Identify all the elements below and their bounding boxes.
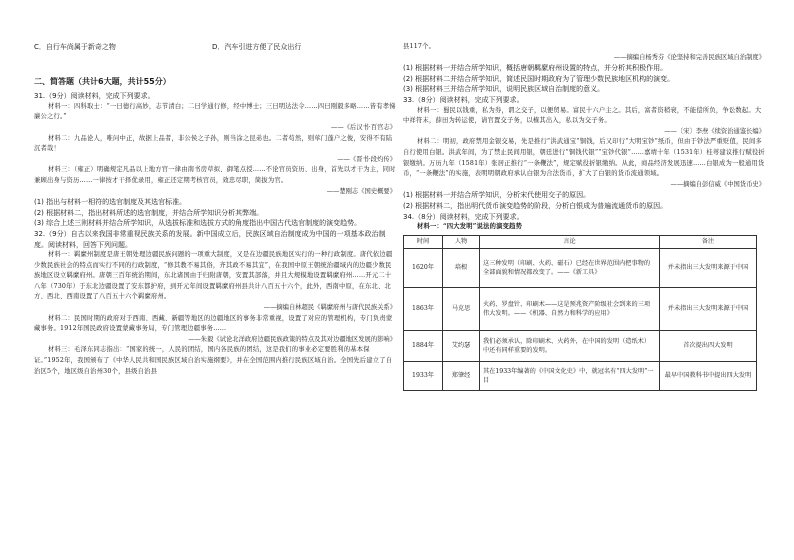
table-row	[404, 288, 757, 331]
q32-material3-source: ——摘编自杨秀芬《论坚持和完善民族区域自治制度》	[613, 53, 765, 61]
cell-time: 1933年	[404, 362, 443, 391]
q31-intro: 31.（9分）阅读材料，完成下列要求。	[34, 92, 155, 101]
q32-material2-source: ——朱毅《试论北洋政府边疆民族政策的特点及其对边疆地区发展的影响》	[188, 335, 396, 343]
q32-material1-source: ——摘编自林超民《羁縻府州与唐代民族关系》	[263, 304, 396, 312]
q31-material2-source: ——《晋书·段灼传》	[337, 155, 396, 163]
q32-task2: (2) 根据材料二并结合所学知识，简述民国时期政府为了管理少数民族地区机构的演变。	[403, 74, 675, 83]
cell-person: 培根	[443, 249, 480, 288]
cell-person: 郑肇经	[443, 362, 480, 391]
right-column	[403, 0, 765, 391]
section-title: 二、简答题（共计6大题，共计55分）	[34, 76, 171, 86]
q33-material1-source: ——〔宋〕李焘《续资治通鉴长编》	[664, 127, 765, 135]
q32-material3-continued: 县117个。	[403, 43, 436, 50]
q31-material1: 材料一：四科取士：“一曰德行高妙，志节清白；二曰学通行修，经中博士；三曰明达法令……四曰刚毅多略……皆有孝悌廉公之行。”	[34, 102, 396, 121]
cell-time: 1620年	[404, 249, 443, 288]
header-person: 人物	[443, 235, 480, 249]
cell-statement: 我们必须承认，除印刷术、火药外，在中国的发明（造纸术）中还有同样重要的发明。	[480, 331, 660, 362]
q31-material3-source: ——楚刚志《国史概要》	[326, 187, 396, 195]
q33-intro: 33.（8分）阅读材料，完成下列要求。	[403, 95, 524, 104]
cell-remark: 并未指出三大发明来源于中国	[660, 249, 757, 288]
cell-statement: 火药、罗盘针、印刷术——这是预兆资产阶级社会到来的三项伟大发明。——《机器、自然力和科学的应用》	[480, 288, 660, 331]
header-remark: 备注	[660, 235, 757, 249]
q31-task3: (3) 综合上述三则材料并结合所学知识，从选拔标准和选拔方式的角度指出中国古代选官制度的演变趋势。	[34, 219, 362, 228]
cell-time: 1884年	[404, 331, 443, 362]
q31-task2: (2) 根据材料二，指出材料所述的选官制度，并结合所学知识分析其弊端。	[34, 208, 264, 217]
table-row	[404, 249, 757, 288]
header-statement: 言论	[480, 235, 660, 249]
cell-remark: 并未指出三大发明来源于中国	[660, 288, 757, 331]
left-column	[34, 0, 396, 377]
option-c: C．自行车尚属于新奇之物	[34, 43, 116, 51]
q33-material1: 材料一：蜀民以钱重，私为券，谓之交子，以便贸易。富民十六户主之。其后，富者资稍衰，不能偿所负，争讼数起。大中祥符末，薛田为转运使，请官置交子务，以榷其出入，私以为交子务。	[403, 106, 762, 125]
q32-material1: 材料一：羁縻州制度是唐王朝处理边疆民族问题的一项重大制度，又是在边疆民族地区实行的一种行政制度。唐代依边疆少数民族社会的特点而实行不同的行政制度，“修其教不易其俗，齐其政不易其宜”，在我国中原王朝统治疆域内的边疆少数民族地区设立羁縻府州。唐朝三百年统治期间，东北诸国由于归附唐朝，安置其部落，并且大规模地设置羁縻府州……开元二十八年（730年）于东北边疆设置了安东都护府，到开元年间设置羁縻府州县共计八百五十六个，此外，西南中原，在东北、北方、西北、西南设置了八百五十六个羁縻府州。	[34, 251, 393, 301]
cell-remark: 首次提出四大发明	[660, 331, 757, 362]
cell-remark: 最早中国教科书中提出四大发明	[660, 362, 757, 391]
q33-material2: 材料二：明初，政府禁用金银交易，先是推行“洪武通宝”铜钱，后又印行“大明宝钞”纸币，但由于钞法严重贬值，民间多自行使用白银。洪武年间，为了禁止民间用银，朝廷进行“铜钱代银”“宝钞代银”……嘉靖十年（1531年）桂萼建议推行赋役折银缴纳。万历九年（1581年）张居正推行“一条鞭法”，规定赋役折银缴纳。从此，商品经济发展迅速……白银成为一般通用货币，“一条鞭法”的实施，表明明朝政府承认白银为合法货币，扩大了白银的货币流通领域。	[403, 138, 765, 178]
options-row	[34, 42, 396, 53]
q32-material3: 材料三：毛泽东同志指出：“国家的统一，人民的团结，国内各民族的团结，这是我们的事业必定要胜利的基本保证。”1952年，我国颁布了《中华人民共和国民族区域自治实施纲要》，并在全国范围内推行民族区域自治。全国先后建立了自治区5个，地区级自治州30个，县级自治县	[34, 346, 393, 375]
table-row	[404, 331, 757, 362]
q31-material1-source: ——《后汉书·百官志》	[331, 123, 396, 131]
table-header-row	[404, 235, 757, 249]
q32-intro: 32.（9分）自古以来我国非常重视民族关系的发展。新中国成立后，民族区域自治制度成为中国的一项基本政治制度。阅读材料，回答下列问题。	[34, 229, 386, 249]
four-inventions-table	[403, 235, 757, 392]
q34-material1: 材料一：“四大发明”说法的演变趋势	[417, 223, 523, 231]
q33-task1: (1) 根据材料一并结合所学知识，分析宋代使用交子的原因。	[403, 191, 591, 200]
q31-material3: 材料三：（雍正）明确规定凡品以上地方官一律由南书房草拟、御笔点授……不论官员资历、出身，首先以才干为主，同时兼顾出身与资历……一律按才干择优录用，雍正还定期考核官员，效忠尽职，简拔为官。	[34, 166, 396, 184]
q33-material2-source: ——摘编自彭信威《中国货币史》	[670, 180, 765, 188]
cell-person: 艾约瑟	[443, 331, 480, 362]
option-d: D．汽车引进方便了民众出行	[212, 43, 302, 51]
q31-task1: (1) 指出与材料一相符的选官制度及其选官标准。	[34, 198, 187, 207]
cell-statement: 这三种发明（印刷、火药、磁石）已经在世界范围内把事物的全部面貌和情况都改变了。——《新工具》	[480, 249, 660, 288]
q31-material2: 材料二：九品论人，唯问中正，故据上品者，非公侯之子孙，则当涂之昆弟也。二者苟然，则荜门蓬户之俊，安得不有陆沉者哉！	[34, 134, 393, 153]
q34-intro: 34.（8分）阅读材料，完成下列要求。	[403, 212, 524, 221]
header-time: 时间	[404, 235, 443, 249]
q32-task3: (3) 根据材料三并结合所学知识，说明民族区域自治制度的意义。	[403, 85, 605, 94]
cell-person: 马克思	[443, 288, 480, 331]
table-row	[404, 362, 757, 391]
q32-material2: 材料二：民国时期的政府对于西南、西藏、新疆等地区的边疆地区的事务非常重视，设置了对应的管理机构，专门负责蒙藏事务。1912年国民政府设置蒙藏事务局，专门管理边疆事务……	[34, 314, 393, 333]
cell-statement: 其在1933年编著的《中国文化史》中，就冠名有“四大发明”一目	[480, 362, 660, 391]
q32-task1: (1) 根据材料一并结合所学知识，概括唐朝羁縻府州设置的特点，并分析其积极作用。	[403, 64, 668, 73]
cell-time: 1863年	[404, 288, 443, 331]
q33-task2: (2) 根据材料二，指出明代货币演变趋势的阶段，分析白银成为普遍流通货币的原因。	[403, 201, 668, 210]
